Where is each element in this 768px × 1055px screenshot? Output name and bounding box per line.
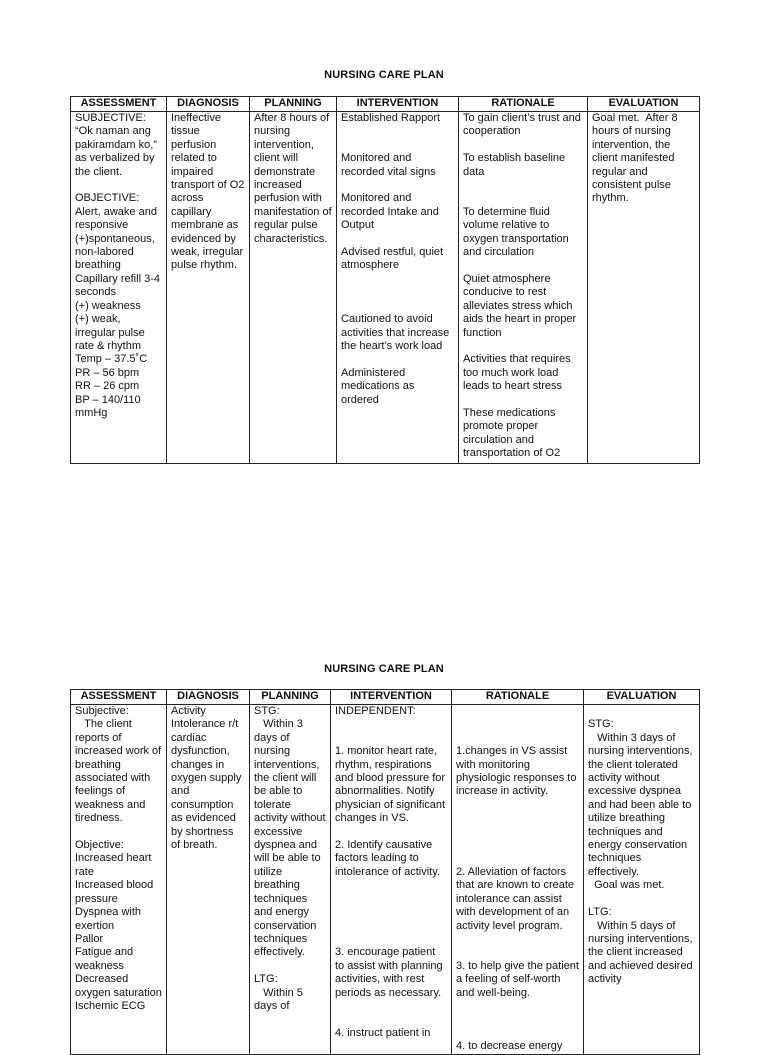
diagnosis-text: Ineffective tissue perfusion related to impaired transport of O2 across capillary membrane as evidenced by weak, irregular pulse rhythm.: [171, 112, 248, 272]
assessment-text: Subjective: The client reports of increased work of breathing associated with feelings of weakness and tiredness. Objective: Increased heart rate Increased blood pressure Dyspnea with exertion Pallor Fatigue and weakness Decreased oxygen saturation Ischemic ECG: [75, 705, 162, 1012]
table-row: [71, 705, 700, 1055]
header-intervention: INTERVENTION: [331, 690, 452, 705]
evaluation-cell: [584, 705, 700, 1055]
diagnosis-cell: [167, 705, 250, 1055]
planning-text: After 8 hours of nursing intervention, client will demonstrate increased perfusion with manifestation of regular pulse characteristics.: [254, 112, 335, 245]
evaluation-text: Goal met. After 8 hours of nursing intervention, the client manifested regular and consistent pulse rhythm.: [592, 112, 681, 205]
diagnosis-cell: [167, 112, 250, 464]
header-evaluation: EVALUATION: [584, 690, 700, 705]
header-diagnosis: DIAGNOSIS: [167, 690, 250, 705]
header-intervention: INTERVENTION: [337, 97, 459, 112]
rationale-text: 1.changes in VS assist with monitoring physiologic responses to increase in activity. 2. Alleviation of factors that are known to create intolerance can assist with development of an activity level program. 3. to help give the patient a feeling of self-worth and well-being. 4. to decrease energy: [456, 745, 579, 1053]
intervention-text: INDEPENDENT: 1. monitor heart rate, rhythm, respirations and blood pressure for abnormalities. Notify physician of significant changes in VS. 2. Identify causative factors leading to intolerance of activity. 3. encourage patient to assist with planning activities, with rest periods as necessary. 4. instruct patient in: [335, 705, 446, 1039]
header-rationale: RATIONALE: [452, 690, 584, 705]
care-plan-table-2: [70, 689, 700, 1055]
assessment-text: SUBJECTIVE: “Ok naman ang pakiramdam ko,” as verbalized by the client. OBJECTIVE: Alert, awake and responsive (+)spontaneous, non-labored breathing Capillary refill 3-4 seconds (+) weakness (+) weak, irregular pulse rate & rhythm Temp – 37.5˚C PR – 56 bpm RR – 26 cpm BP – 140/110 mmHg: [75, 112, 160, 419]
diagnosis-text: Activity Intolerance r/t cardiac dysfunction, changes in oxygen supply and consumption as evidenced by shortness of breath.: [171, 705, 245, 852]
rationale-cell: [459, 112, 588, 464]
evaluation-text: STG: Within 3 days of nursing interventions, the client tolerated activity without excessive dyspnea and had been able to utilize breathing techniques and energy conservation techniques effectively. Goal was met. LTG: Within 5 days of nursing interventions, the client increased and achieved desired activity: [588, 718, 693, 986]
header-diagnosis: DIAGNOSIS: [167, 97, 250, 112]
intervention-text: Established Rapport Monitored and recorded vital signs Monitored and recorded Intake and Output Advised restful, quiet atmosphere Cautioned to avoid activities that increase the heart’s work load Administered medications as ordered: [341, 112, 450, 406]
intervention-cell: [331, 705, 452, 1055]
header-assessment: ASSESSMENT: [71, 690, 167, 705]
table-row: [71, 112, 700, 464]
header-evaluation: EVALUATION: [588, 97, 700, 112]
care-plan-title-1: NURSING CARE PLAN: [324, 69, 444, 81]
evaluation-cell: [588, 112, 700, 464]
planning-text: STG: Within 3 days of nursing interventions, the client will be able to tolerate activity without excessive dyspnea and will be able to utilize breathing techniques and energy conservation techniques effectively. LTG: Within 5 days of: [254, 705, 326, 1012]
planning-cell: [250, 705, 331, 1055]
care-plan-table-1: [70, 96, 700, 464]
header-rationale: RATIONALE: [459, 97, 588, 112]
intervention-cell: [337, 112, 459, 464]
table-header-row: [71, 97, 700, 112]
header-assessment: ASSESSMENT: [71, 97, 167, 112]
table-header-row: [71, 690, 700, 705]
rationale-text: To gain client’s trust and cooperation To establish baseline data To determine fluid volume relative to oxygen transportation and circulation Quiet atmosphere conducive to rest alleviates stress which aids the heart in proper function Activities that requires too much work load leads to heart stress These medications promote proper circulation and transportation of O2: [463, 112, 581, 460]
planning-cell: [250, 112, 337, 464]
care-plan-title-2: NURSING CARE PLAN: [324, 663, 444, 675]
assessment-cell: [71, 705, 167, 1055]
rationale-cell: [452, 705, 584, 1055]
header-planning: PLANNING: [250, 97, 337, 112]
header-planning: PLANNING: [250, 690, 331, 705]
assessment-cell: [71, 112, 167, 464]
